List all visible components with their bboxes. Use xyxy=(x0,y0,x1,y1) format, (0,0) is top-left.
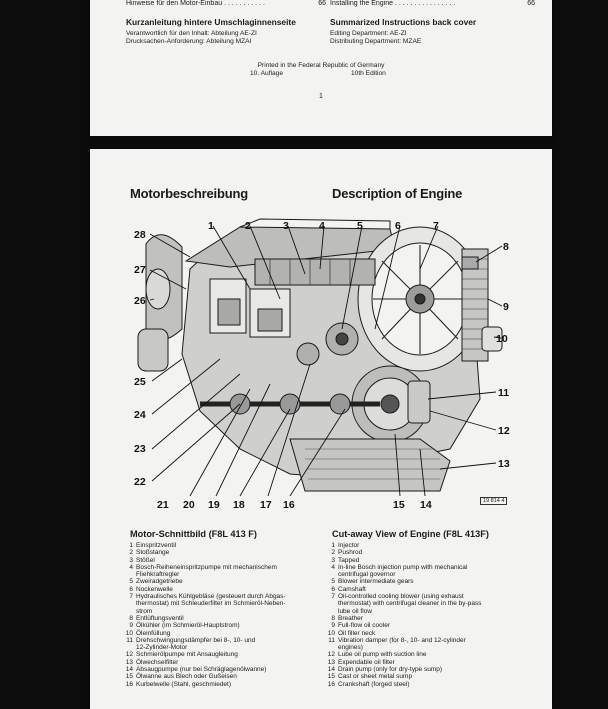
legend-text: thermostat) mit Schleuderfilter im Schmieröl-Neben- xyxy=(136,600,286,608)
callout-5: 5 xyxy=(357,220,363,232)
legend-text: Entlüftungsventil xyxy=(136,614,184,622)
legend-text: Expendable oil filter xyxy=(338,658,395,666)
legend-text: Blower intermediate gears xyxy=(338,578,414,586)
legend-text: Crankshaft (forged steel) xyxy=(338,680,410,688)
legend-number: 11 xyxy=(126,636,133,644)
printed-notice: Printed in the Federal Republic of Germany xyxy=(257,62,385,69)
callout-8: 8 xyxy=(503,241,509,253)
toc-line-right xyxy=(330,0,535,7)
legend-item xyxy=(125,557,330,564)
legend-number: 9 xyxy=(331,622,335,630)
toc-entry-text: Installing the Engine xyxy=(330,0,394,7)
legend-item xyxy=(125,600,330,607)
legend-item xyxy=(327,622,542,629)
toc-page-number: 66 xyxy=(527,0,535,7)
legend-item xyxy=(125,564,330,571)
toc-leader-dots: . . . . . . . . . . . . . . . . xyxy=(395,0,456,7)
legend-text: Ölwanne aus Blech oder Gußeisen xyxy=(136,673,237,681)
legend-number: 14 xyxy=(327,666,335,674)
callout-16: 16 xyxy=(283,499,295,511)
callout-13: 13 xyxy=(498,458,510,470)
legend-item xyxy=(125,651,330,658)
legend-text: Schmierölpumpe mit Ansaugleitung xyxy=(136,651,238,659)
toc-line-left xyxy=(126,0,326,7)
legend-text: Zweiradgetriebe xyxy=(136,578,183,586)
legend-text: thermostat) with centrifugal cleaner in the by-pass xyxy=(338,600,482,608)
legend-number: 13 xyxy=(327,658,335,666)
callout-22: 22 xyxy=(134,476,146,488)
toc-leader-dots: . . . . . . . . . . . xyxy=(224,0,265,7)
legend-text: Bosch-Reiheneinspritzpumpe mit mechanischem xyxy=(136,563,277,571)
previous-page xyxy=(90,0,552,136)
parts-legend-en xyxy=(327,542,542,688)
callout-28: 28 xyxy=(134,229,146,241)
callout-4: 4 xyxy=(319,220,325,232)
credit-line-en: Editing Department: AE-ZI xyxy=(330,30,407,37)
callout-25: 25 xyxy=(134,376,146,388)
callout-7: 7 xyxy=(433,220,439,232)
legend-number: 3 xyxy=(129,556,133,564)
legend-item xyxy=(125,644,330,651)
legend-item xyxy=(327,651,542,658)
legend-item xyxy=(327,681,542,688)
toc-page-number: 66 xyxy=(318,0,326,7)
legend-title-de: Motor-Schnittbild (F8L 413 F) xyxy=(130,529,257,539)
callout-14: 14 xyxy=(420,499,432,511)
legend-number: 6 xyxy=(331,585,335,593)
legend-text: Stößel xyxy=(136,556,155,564)
legend-item xyxy=(125,681,330,688)
legend-text: Vibration damper (for 8-, 10- and 12-cylinder xyxy=(338,636,466,644)
legend-item xyxy=(327,593,542,600)
current-page xyxy=(90,149,552,709)
legend-item xyxy=(125,608,330,615)
legend-text: Cast or sheet metal sump xyxy=(338,673,413,681)
legend-number: 13 xyxy=(125,658,133,666)
legend-text: Öleinfüllung xyxy=(136,629,171,637)
legend-item xyxy=(327,630,542,637)
legend-number: 4 xyxy=(331,563,335,571)
section-heading-en: Summarized Instructions back cover xyxy=(330,17,477,27)
legend-item xyxy=(125,673,330,680)
legend-item xyxy=(327,571,542,578)
legend-item xyxy=(327,673,542,680)
callout-3: 3 xyxy=(283,220,289,232)
legend-item xyxy=(327,637,542,644)
legend-number: 1 xyxy=(129,542,133,549)
legend-text: Tapped xyxy=(338,556,360,564)
legend-text: Lube oil pump with suction line xyxy=(338,651,427,659)
page-number: 1 xyxy=(319,93,323,100)
callout-24: 24 xyxy=(134,409,146,421)
engine-cutaway-illustration xyxy=(90,149,552,519)
engine-drawing xyxy=(138,219,502,491)
callout-10: 10 xyxy=(496,333,508,345)
legend-title-en: Cut-away View of Engine (F8L 413F) xyxy=(332,529,489,539)
callout-11: 11 xyxy=(498,387,510,399)
legend-item xyxy=(125,659,330,666)
legend-text: Full-flow oil cooler xyxy=(338,622,391,630)
legend-item xyxy=(327,659,542,666)
legend-text: Drehschwingungsdämpfer bei 8-, 10- und xyxy=(136,636,256,644)
legend-text: Injector xyxy=(338,542,360,549)
legend-number: 5 xyxy=(129,578,133,586)
callout-18: 18 xyxy=(233,499,245,511)
legend-item xyxy=(327,615,542,622)
legend-number: 2 xyxy=(331,549,335,557)
page-title-en: Description of Engine xyxy=(332,186,463,201)
legend-number: 2 xyxy=(129,549,133,557)
callout-12: 12 xyxy=(498,425,510,437)
credit-line-de: Verantwortlich für den Inhalt: Abteilung AE-ZI xyxy=(126,30,257,37)
legend-number: 10 xyxy=(327,629,335,637)
legend-text: engines) xyxy=(338,644,363,652)
legend-item xyxy=(125,586,330,593)
legend-number: 15 xyxy=(327,673,335,681)
callout-6: 6 xyxy=(395,220,401,232)
legend-item xyxy=(125,630,330,637)
legend-text: Ölwechselfilter xyxy=(136,658,179,666)
legend-text: Hydraulisches Kühlgebläse (gesteuert durch Abgas- xyxy=(136,593,286,601)
section-heading-de: Kurzanleitung hintere Umschlaginnenseite xyxy=(126,17,296,27)
legend-number: 7 xyxy=(331,593,335,601)
legend-text: lube oil flow xyxy=(338,607,372,615)
legend-text: Absaugpumpe (nur bei Schräglagenölwanne) xyxy=(136,666,267,674)
callout-15: 15 xyxy=(393,499,405,511)
legend-number: 10 xyxy=(125,629,133,637)
credit-line-de: Drucksachen-Anforderung: Abteilung MZAI xyxy=(126,38,252,45)
legend-item xyxy=(327,600,542,607)
legend-text: strom xyxy=(136,607,153,615)
legend-text: Stoßstange xyxy=(136,549,170,557)
figure-reference: 19 814 4 xyxy=(480,497,507,505)
callout-20: 20 xyxy=(183,499,195,511)
legend-item xyxy=(327,666,542,673)
legend-number: 8 xyxy=(129,614,133,622)
page-title-de: Motorbeschreibung xyxy=(130,186,248,201)
legend-number: 7 xyxy=(129,593,133,601)
legend-number: 8 xyxy=(331,614,335,622)
legend-item xyxy=(327,644,542,651)
legend-item xyxy=(125,571,330,578)
callout-1: 1 xyxy=(208,220,214,232)
legend-item xyxy=(125,549,330,556)
toc-entry-text: Hinweise für den Motor-Einbau xyxy=(126,0,223,7)
legend-text: Oil-controlled cooling blower (using exhaust xyxy=(338,593,464,601)
legend-text: centrifugal governor xyxy=(338,571,396,579)
legend-number: 11 xyxy=(328,636,335,644)
legend-item xyxy=(327,578,542,585)
legend-item xyxy=(125,578,330,585)
legend-item xyxy=(327,549,542,556)
legend-text: Pushrod xyxy=(338,549,363,557)
callout-17: 17 xyxy=(260,499,272,511)
legend-text: Ölkühler (im Schmieröl-Hauptstrom) xyxy=(136,622,240,630)
legend-text: In-line Bosch injection pump with mechanical xyxy=(338,563,468,571)
legend-text: Nockenwelle xyxy=(136,585,173,593)
legend-text: Breather xyxy=(338,614,363,622)
legend-item xyxy=(327,557,542,564)
callout-27: 27 xyxy=(134,264,146,276)
legend-text: Einspritzventil xyxy=(136,542,177,549)
legend-number: 9 xyxy=(129,622,133,630)
legend-item xyxy=(125,622,330,629)
legend-item xyxy=(327,564,542,571)
credit-line-en: Distributing Department: MZAE xyxy=(330,38,422,45)
legend-number: 1 xyxy=(331,542,335,549)
legend-number: 12 xyxy=(125,651,133,659)
legend-text: Kurbelwelle (Stahl, geschmiedet) xyxy=(136,680,232,688)
legend-item xyxy=(125,637,330,644)
legend-number: 15 xyxy=(125,673,133,681)
parts-legend-de xyxy=(125,542,330,688)
legend-number: 14 xyxy=(125,666,133,674)
legend-number: 3 xyxy=(331,556,335,564)
legend-text: Drain pump (only for dry-type sump) xyxy=(338,666,443,674)
legend-text: Oil filler neck xyxy=(338,629,376,637)
callout-2: 2 xyxy=(245,220,251,232)
legend-item xyxy=(327,542,542,549)
legend-number: 12 xyxy=(327,651,335,659)
legend-number: 16 xyxy=(125,680,133,688)
callout-23: 23 xyxy=(134,443,146,455)
legend-number: 5 xyxy=(331,578,335,586)
legend-number: 16 xyxy=(327,680,335,688)
legend-item xyxy=(125,593,330,600)
callout-19: 19 xyxy=(208,499,220,511)
callout-26: 26 xyxy=(134,295,146,307)
callout-9: 9 xyxy=(503,301,509,313)
legend-item xyxy=(125,542,330,549)
legend-item xyxy=(327,586,542,593)
legend-item xyxy=(327,608,542,615)
legend-text: Fliehkraftregler xyxy=(136,571,180,579)
edition-de: 10. Auflage xyxy=(250,70,283,77)
legend-text: 12-Zylinder-Motor xyxy=(136,644,188,652)
legend-number: 6 xyxy=(129,585,133,593)
legend-text: Camshaft xyxy=(338,585,366,593)
edition-en: 10th Edition xyxy=(351,70,386,77)
legend-number: 4 xyxy=(129,563,133,571)
callout-21: 21 xyxy=(157,499,169,511)
